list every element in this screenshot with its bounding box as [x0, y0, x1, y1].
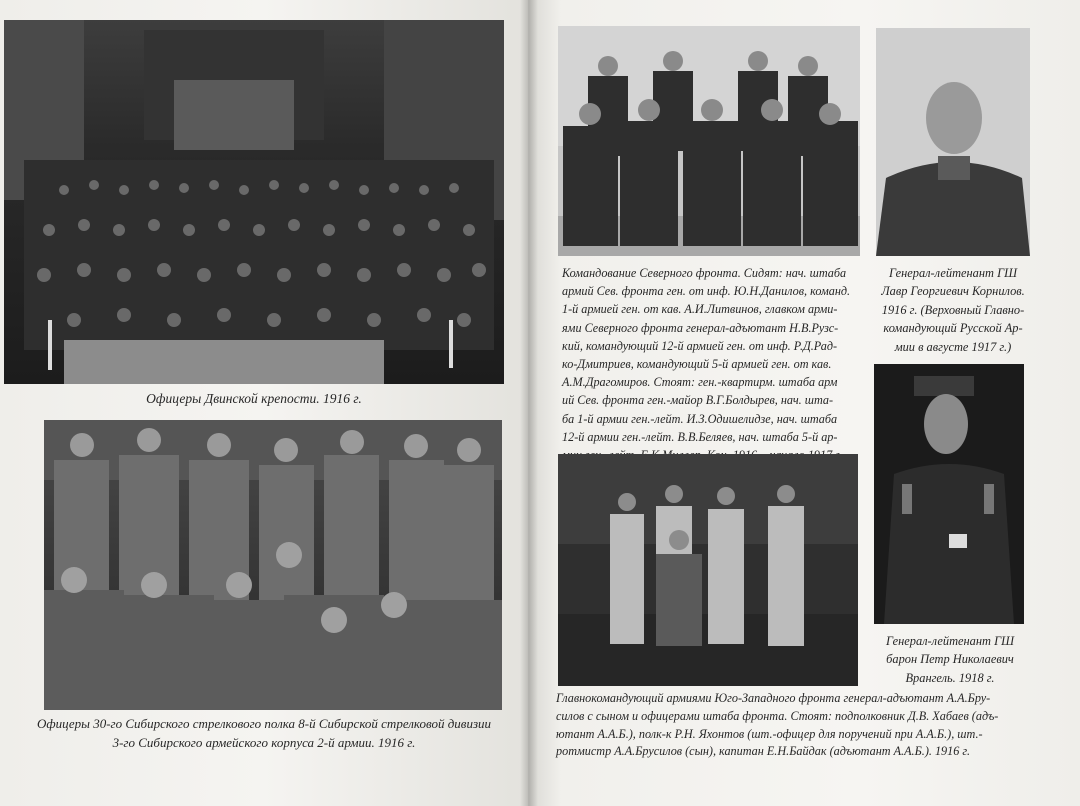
caption-line: силов с сыном и офицерами штаба фронта. Стоят: подполковник Д.В. Хабаев (адъ-: [556, 708, 999, 723]
caption-line: армий Сев. фронта ген. от инф. Ю.Н.Данилов, команд.: [562, 284, 851, 299]
caption-kornilov: [872, 264, 1034, 356]
caption-line: ютант А.А.Б.), полк-к Р.Н. Яхонтов (шт.-офицер для поручений при А.А.Б.), шт.-: [556, 726, 983, 741]
caption-line: ба 1-й армии ген.-лейт. И.З.Одишелидзе, нач. штаба: [562, 411, 838, 426]
photo-brusilov-staff: [558, 454, 858, 686]
caption-line: кий, командующий 12-й армией ген. от инф. Р.Д.Рад-: [562, 338, 838, 353]
caption-line: 12-й армии ген.-лейт. В.В.Беляев, нач. штаба 5-й ар-: [562, 429, 838, 444]
caption-line: мии в августе 1917 г.): [894, 339, 1012, 354]
caption-northern-front: [562, 264, 862, 464]
book-gutter: [520, 0, 538, 806]
caption-line: Командование Северного фронта. Сидят: нач. штаба: [562, 266, 847, 280]
photo-siberian-officers: [44, 420, 502, 710]
photo-wrangel-portrait: [874, 364, 1024, 624]
caption-line: 1-й армией ген. от кав. А.И.Литвинов, главком арми-: [562, 302, 838, 317]
caption-line: Врангель. 1918 г.: [905, 670, 995, 685]
caption-line: барон Петр Николаевич: [886, 652, 1014, 667]
photo-kornilov-portrait: [876, 28, 1030, 256]
caption-line: Главнокомандующий армиями Юго-Западного фронта генерал-адъютант А.А.Бру-: [556, 691, 991, 705]
photo-northern-front-command: [558, 26, 860, 256]
caption-line: Генерал-лейтенант ГШ: [885, 634, 1015, 648]
caption-line: Генерал-лейтенант ГШ: [888, 266, 1018, 280]
caption-line: Офицеры Двинской крепости. 1916 г.: [146, 391, 362, 406]
caption-line: ко-Дмитриев, командующий 5-й армией ген. от кав.: [562, 357, 832, 372]
caption-line: командующий Русской Ар-: [883, 321, 1023, 336]
caption-line: ий Сев. фронта ген.-майор В.Г.Болдырев, нач. шта-: [562, 393, 834, 408]
caption-line: Офицеры 30-го Сибирского стрелкового полка 8-й Сибирской стрелковой дивизии: [36, 716, 492, 731]
photo-dvinsk-officers: [4, 20, 504, 384]
caption-dvinsk: [4, 390, 504, 409]
caption-line: 3-го Сибирского армейского корпуса 2-й армии. 1916 г.: [112, 734, 416, 750]
caption-line: ротмистр А.А.Брусилов (сын), капитан Е.Н.Байдак (адъютант А.А.Б.). 1916 г.: [556, 744, 971, 759]
caption-line: ями Северного фронта генерал-адъютант Н.В.Рузс-: [562, 320, 839, 335]
caption-brusilov: [556, 690, 1046, 761]
caption-wrangel: [872, 632, 1028, 687]
caption-line: 1916 г. (Верховный Главно-: [881, 302, 1025, 317]
caption-line: А.М.Драгомиров. Стоят: ген.-квартирм. штаба арм: [562, 375, 838, 390]
caption-line: Лавр Георгиевич Корнилов.: [881, 284, 1025, 299]
caption-siberian: [14, 715, 514, 752]
